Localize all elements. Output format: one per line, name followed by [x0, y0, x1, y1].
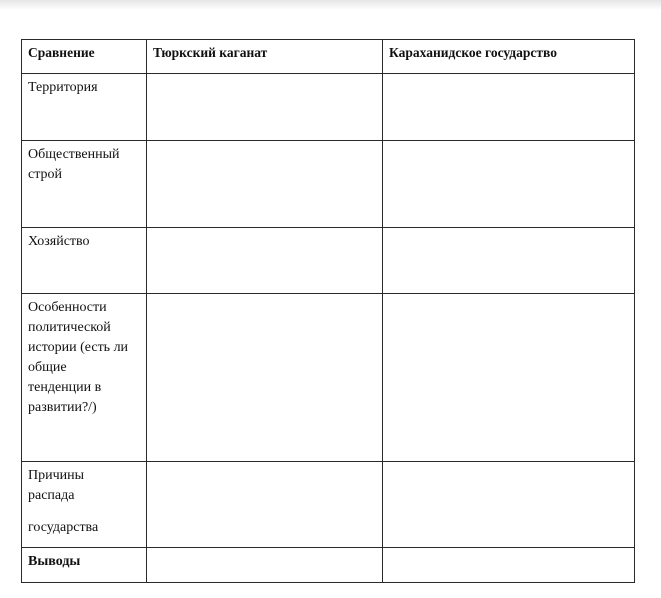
answer-cell-turkic-conclusions[interactable]	[147, 548, 383, 583]
answer-cell-turkic-social-structure[interactable]	[147, 141, 383, 228]
comparison-table	[21, 39, 635, 583]
row-label-line: распада	[28, 488, 75, 503]
row-label-political-history: Особенности политической истории (есть ли общие тенденции в развитии?/)	[22, 294, 147, 462]
answer-cell-karakhanid-territory[interactable]	[383, 74, 635, 141]
row-label-line: государства	[28, 520, 99, 535]
table-row	[22, 548, 635, 583]
row-label-conclusions: Выводы	[22, 548, 147, 583]
answer-cell-turkic-political-history[interactable]	[147, 294, 383, 462]
answer-cell-turkic-economy[interactable]	[147, 228, 383, 294]
answer-cell-karakhanid-political-history[interactable]	[383, 294, 635, 462]
answer-cell-turkic-territory[interactable]	[147, 74, 383, 141]
answer-cell-karakhanid-conclusions[interactable]	[383, 548, 635, 583]
header-cell-comparison: Сравнение	[22, 40, 147, 74]
header-cell-karakhanid-state: Караханидское государство	[383, 40, 635, 74]
row-label-economy: Хозяйство	[22, 228, 147, 294]
row-label-territory: Территория	[22, 74, 147, 141]
answer-cell-karakhanid-collapse-reasons[interactable]	[383, 462, 635, 548]
scan-top-shadow	[0, 0, 661, 10]
table-row	[22, 462, 635, 548]
row-label-line: Причины	[28, 468, 85, 483]
header-cell-turkic-khaganate: Тюркский каганат	[147, 40, 383, 74]
answer-cell-karakhanid-economy[interactable]	[383, 228, 635, 294]
row-label-social-structure: Общественный строй	[22, 141, 147, 228]
row-label-collapse-reasons	[22, 462, 147, 548]
table-header-row	[22, 40, 635, 74]
answer-cell-turkic-collapse-reasons[interactable]	[147, 462, 383, 548]
table-row	[22, 228, 635, 294]
answer-cell-karakhanid-social-structure[interactable]	[383, 141, 635, 228]
table-row	[22, 294, 635, 462]
table-row	[22, 74, 635, 141]
table-row	[22, 141, 635, 228]
